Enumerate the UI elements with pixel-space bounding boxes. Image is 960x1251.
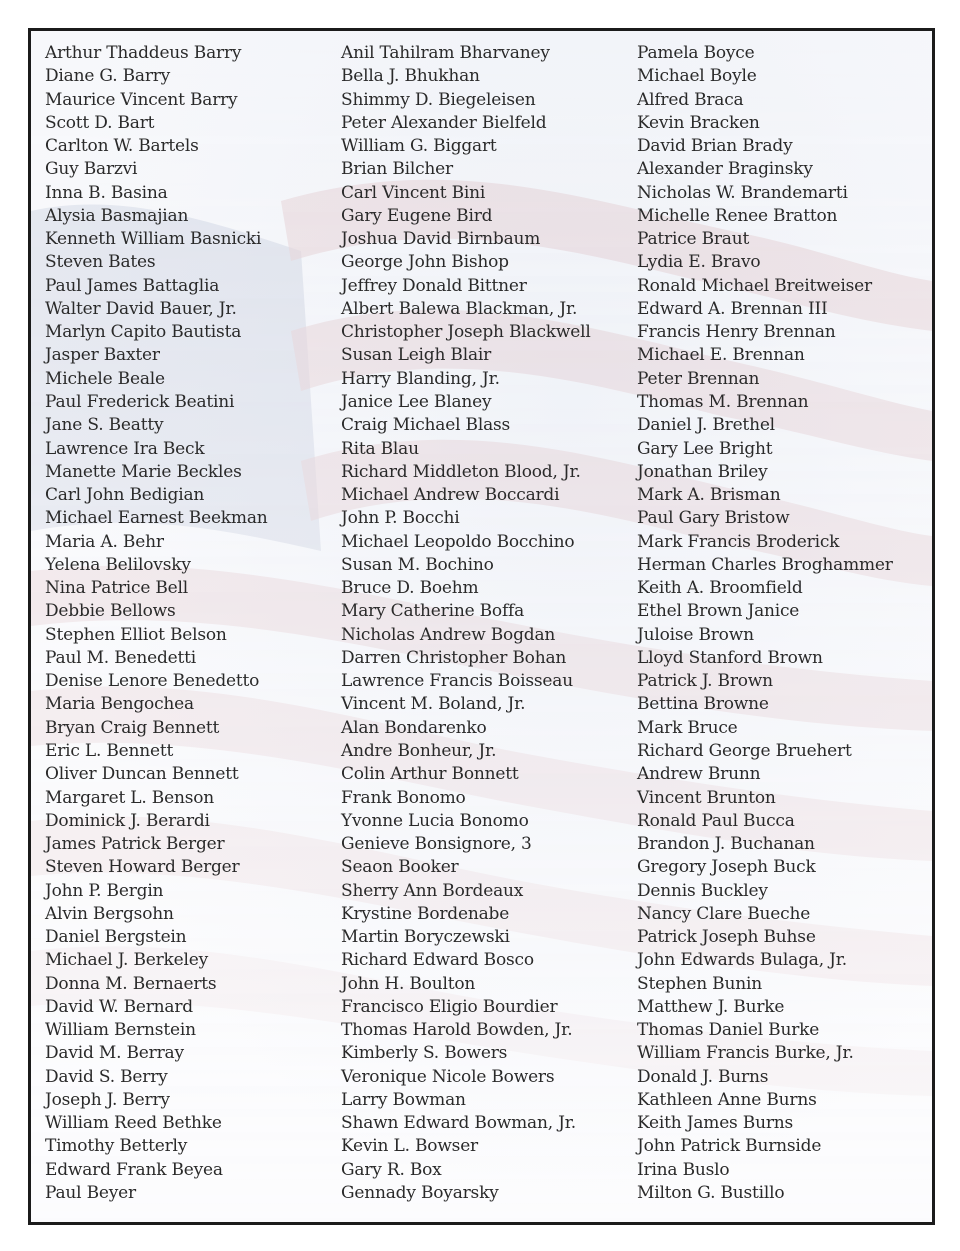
list-item: David M. Berray	[45, 1043, 184, 1064]
list-item: Dominick J. Berardi	[45, 810, 210, 831]
list-item: Seaon Booker	[341, 857, 459, 878]
list-item: Sherry Ann Bordeaux	[341, 880, 524, 901]
list-item: Keith James Burns	[637, 1113, 794, 1134]
list-item: Vincent Brunton	[637, 787, 776, 808]
list-item: Irina Buslo	[637, 1159, 730, 1180]
list-item: Matthew J. Burke	[637, 996, 785, 1017]
list-item: Denise Lenore Benedetto	[45, 671, 260, 692]
list-item: Gary Lee Bright	[637, 438, 773, 459]
list-item: William Reed Bethke	[45, 1113, 222, 1134]
list-item: Lawrence Francis Boisseau	[341, 671, 573, 692]
list-item: Debbie Bellows	[45, 601, 176, 622]
list-item: Steven Howard Berger	[45, 857, 240, 878]
list-item: Patrick J. Brown	[637, 671, 773, 692]
list-item: William Bernstein	[45, 1020, 196, 1041]
list-item: Steven Bates	[45, 252, 156, 273]
list-item: Thomas Daniel Burke	[637, 1020, 820, 1041]
list-item: Susan Leigh Blair	[341, 345, 492, 366]
list-item: Walter David Bauer, Jr.	[45, 298, 237, 319]
list-item: David S. Berry	[45, 1066, 168, 1087]
list-item: Yvonne Lucia Bonomo	[341, 810, 529, 831]
list-item: Joshua David Birnbaum	[341, 229, 541, 250]
list-item: Nicholas Andrew Bogdan	[341, 624, 556, 645]
list-item: Ronald Paul Bucca	[637, 810, 795, 831]
list-item: Gary R. Box	[341, 1159, 442, 1180]
list-item: Patrice Braut	[637, 229, 750, 250]
list-item: Kenneth William Basnicki	[45, 229, 262, 250]
list-item: Nancy Clare Bueche	[637, 903, 811, 924]
list-item: Janice Lee Blaney	[341, 391, 492, 412]
list-item: James Patrick Berger	[45, 834, 225, 855]
list-item: Paul Beyer	[45, 1183, 136, 1204]
list-item: Richard Middleton Blood, Jr.	[341, 461, 581, 482]
list-item: Jane S. Beatty	[45, 415, 164, 436]
list-item: Daniel Bergstein	[45, 927, 187, 948]
list-item: Rita Blau	[341, 438, 419, 459]
list-item: Nina Patrice Bell	[45, 578, 189, 599]
list-item: Ethel Brown Janice	[637, 601, 800, 622]
list-item: Herman Charles Broghammer	[637, 554, 893, 575]
list-item: Genieve Bonsignore, 3	[341, 834, 532, 855]
list-item: Francis Henry Brennan	[637, 322, 836, 343]
list-item: Thomas M. Brennan	[637, 391, 809, 412]
list-item: Mark Bruce	[637, 717, 738, 738]
list-item: Eric L. Bennett	[45, 740, 174, 761]
list-item: Kevin L. Bowser	[341, 1136, 478, 1157]
list-item: Gary Eugene Bird	[341, 205, 493, 226]
list-item: Kevin Bracken	[637, 112, 760, 133]
list-item: Michele Beale	[45, 368, 165, 389]
list-item: Dennis Buckley	[637, 880, 768, 901]
list-item: Kimberly S. Bowers	[341, 1043, 508, 1064]
list-item: David Brian Brady	[637, 136, 793, 157]
list-item: John P. Bergin	[45, 880, 164, 901]
list-item: Anil Tahilram Bharvaney	[341, 43, 550, 63]
name-columns	[31, 31, 932, 1222]
list-item: Bryan Craig Bennett	[45, 717, 220, 738]
names-frame	[28, 28, 935, 1225]
list-item: Michael Leopoldo Bocchino	[341, 531, 575, 552]
name-column-1	[45, 42, 268, 1205]
list-item: Milton G. Bustillo	[637, 1183, 785, 1204]
list-item: Donna M. Bernaerts	[45, 973, 217, 994]
list-item: Christopher Joseph Blackwell	[341, 322, 591, 343]
list-item: Jonathan Briley	[637, 461, 768, 482]
list-item: Michael J. Berkeley	[45, 950, 208, 971]
list-item: Michael Boyle	[637, 66, 757, 87]
list-item: Gregory Joseph Buck	[637, 857, 816, 878]
list-item: Lydia E. Bravo	[637, 252, 761, 273]
list-item: John Edwards Bulaga, Jr.	[637, 950, 847, 971]
list-item: David W. Bernard	[45, 996, 193, 1017]
list-item: Marlyn Capito Bautista	[45, 322, 242, 343]
list-item: Harry Blanding, Jr.	[341, 368, 500, 389]
list-item: Paul Frederick Beatini	[45, 391, 235, 412]
list-item: Albert Balewa Blackman, Jr.	[341, 298, 578, 319]
list-item: Carlton W. Bartels	[45, 136, 199, 157]
list-item: William G. Biggart	[341, 136, 497, 157]
list-item: Veronique Nicole Bowers	[341, 1066, 555, 1087]
list-item: Mark Francis Broderick	[637, 531, 840, 552]
list-item: Alfred Braca	[637, 89, 744, 110]
list-item: Alvin Bergsohn	[45, 903, 174, 924]
list-item: Keith A. Broomfield	[637, 578, 803, 599]
list-item: Patrick Joseph Buhse	[637, 927, 816, 948]
list-item: Oliver Duncan Bennett	[45, 764, 239, 785]
list-item: Susan M. Bochino	[341, 554, 494, 575]
list-item: Darren Christopher Bohan	[341, 647, 567, 668]
list-item: Diane G. Barry	[45, 66, 171, 87]
list-item: Alexander Braginsky	[637, 159, 813, 180]
list-item: Colin Arthur Bonnett	[341, 764, 519, 785]
list-item: John H. Boulton	[341, 973, 476, 994]
list-item: Maria A. Behr	[45, 531, 164, 552]
list-item: Frank Bonomo	[341, 787, 466, 808]
list-item: Juloise Brown	[637, 624, 754, 645]
list-item: Manette Marie Beckles	[45, 461, 242, 482]
list-item: Maria Bengochea	[45, 694, 194, 715]
list-item: Guy Barzvi	[45, 159, 138, 180]
name-column-3	[637, 42, 893, 1205]
list-item: Andrew Brunn	[637, 764, 761, 785]
list-item: Alysia Basmajian	[45, 205, 189, 226]
list-item: Daniel J. Brethel	[637, 415, 775, 436]
list-item: Michelle Renee Bratton	[637, 205, 838, 226]
list-item: John P. Bocchi	[341, 508, 460, 529]
list-item: Nicholas W. Brandemarti	[637, 182, 848, 203]
list-item: Mary Catherine Boffa	[341, 601, 525, 622]
list-item: Donald J. Burns	[637, 1066, 769, 1087]
list-item: George John Bishop	[341, 252, 509, 273]
list-item: Edward A. Brennan III	[637, 298, 828, 319]
list-item: Craig Michael Blass	[341, 415, 511, 436]
list-item: Martin Boryczewski	[341, 927, 510, 948]
list-item: Bruce D. Boehm	[341, 578, 479, 599]
name-column-2	[341, 42, 591, 1205]
list-item: Carl Vincent Bini	[341, 182, 486, 203]
list-item: Francisco Eligio Bourdier	[341, 996, 558, 1017]
list-item: Shawn Edward Bowman, Jr.	[341, 1113, 576, 1134]
list-item: Krystine Bordenabe	[341, 903, 510, 924]
list-item: William Francis Burke, Jr.	[637, 1043, 854, 1064]
list-item: Larry Bowman	[341, 1089, 466, 1110]
list-item: John Patrick Burnside	[637, 1136, 822, 1157]
list-item: Richard George Bruehert	[637, 740, 852, 761]
list-item: Edward Frank Beyea	[45, 1159, 223, 1180]
list-item: Yelena Belilovsky	[45, 554, 191, 575]
list-item: Lawrence Ira Beck	[45, 438, 205, 459]
list-item: Michael Andrew Boccardi	[341, 485, 560, 506]
list-item: Shimmy D. Biegeleisen	[341, 89, 536, 110]
list-item: Stephen Elliot Belson	[45, 624, 227, 645]
list-item: Inna B. Basina	[45, 182, 168, 203]
list-item: Peter Alexander Bielfeld	[341, 112, 547, 133]
list-item: Brian Bilcher	[341, 159, 453, 180]
list-item: Gennady Boyarsky	[341, 1183, 499, 1204]
list-item: Mark A. Brisman	[637, 485, 781, 506]
list-item: Arthur Thaddeus Barry	[45, 43, 242, 63]
list-item: Bella J. Bhukhan	[341, 66, 480, 87]
list-item: Thomas Harold Bowden, Jr.	[341, 1020, 573, 1041]
list-item: Maurice Vincent Barry	[45, 89, 238, 110]
list-item: Paul Gary Bristow	[637, 508, 790, 529]
list-item: Paul M. Benedetti	[45, 647, 197, 668]
list-item: Scott D. Bart	[45, 112, 155, 133]
list-item: Michael Earnest Beekman	[45, 508, 268, 529]
list-item: Carl John Bedigian	[45, 485, 205, 506]
list-item: Andre Bonheur, Jr.	[341, 740, 497, 761]
list-item: Michael E. Brennan	[637, 345, 805, 366]
list-item: Brandon J. Buchanan	[637, 834, 815, 855]
list-item: Alan Bondarenko	[341, 717, 487, 738]
list-item: Joseph J. Berry	[45, 1089, 170, 1110]
list-item: Pamela Boyce	[637, 43, 755, 63]
list-item: Timothy Betterly	[45, 1136, 188, 1157]
list-item: Kathleen Anne Burns	[637, 1089, 817, 1110]
list-item: Paul James Battaglia	[45, 275, 220, 296]
list-item: Richard Edward Bosco	[341, 950, 534, 971]
list-item: Jeffrey Donald Bittner	[341, 275, 527, 296]
list-item: Stephen Bunin	[637, 973, 762, 994]
list-item: Bettina Browne	[637, 694, 769, 715]
list-item: Jasper Baxter	[45, 345, 160, 366]
list-item: Margaret L. Benson	[45, 787, 215, 808]
list-item: Ronald Michael Breitweiser	[637, 275, 872, 296]
list-item: Peter Brennan	[637, 368, 760, 389]
list-item: Lloyd Stanford Brown	[637, 647, 823, 668]
list-item: Vincent M. Boland, Jr.	[341, 694, 526, 715]
